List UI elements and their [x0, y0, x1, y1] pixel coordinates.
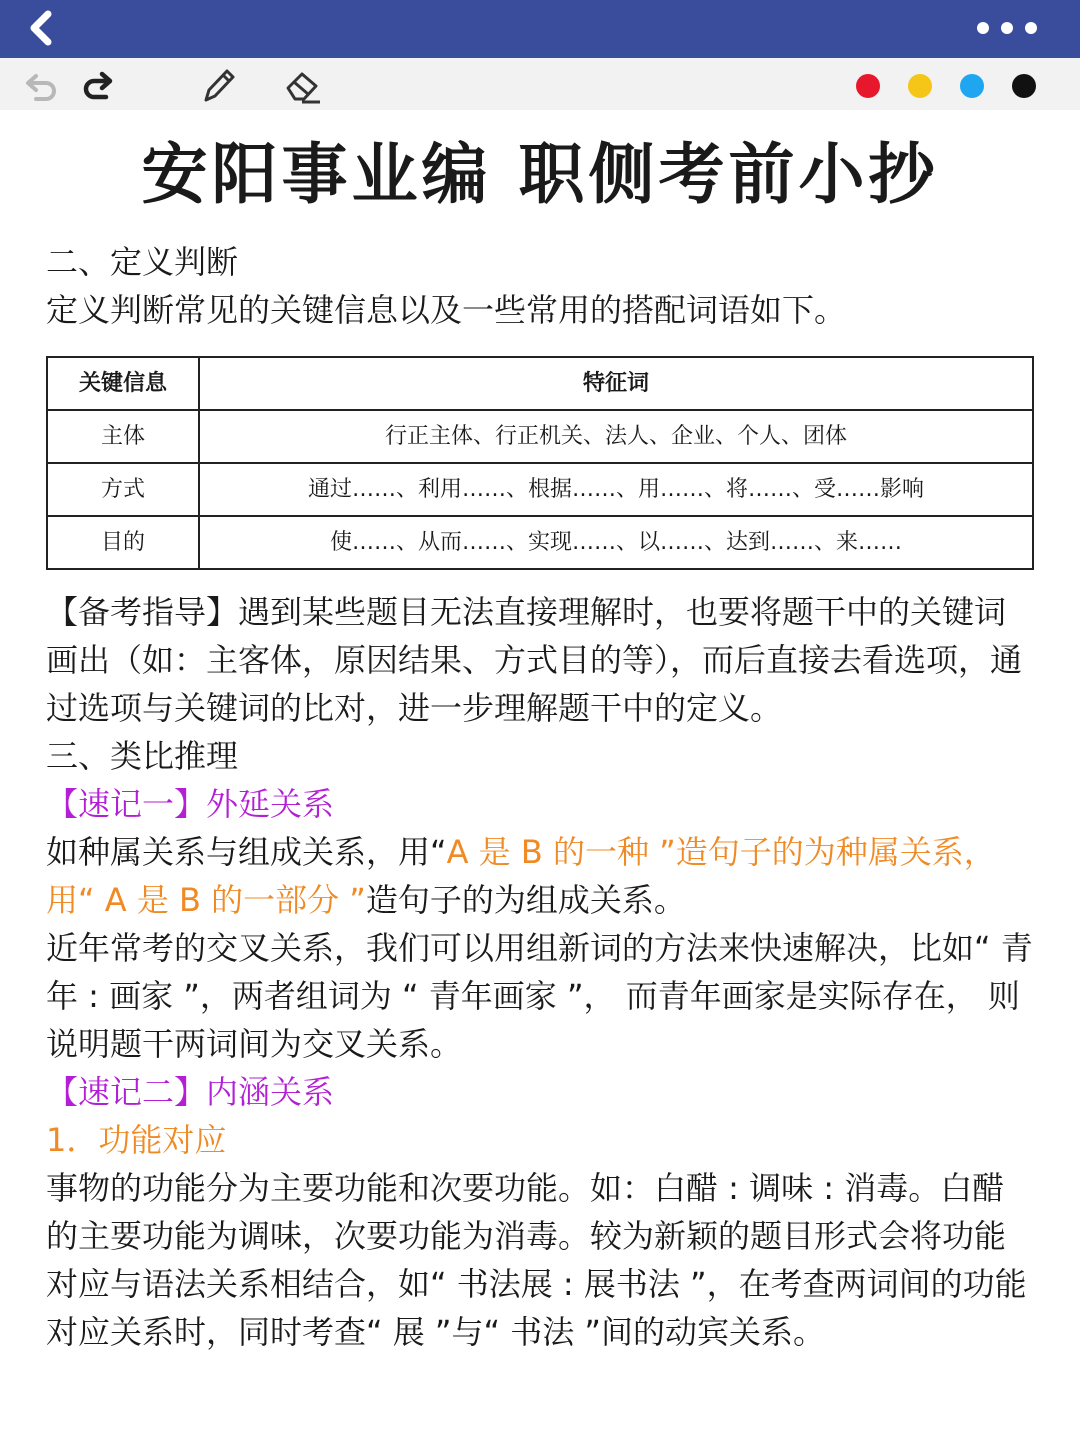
memo-title: 【速记二】内涵关系: [46, 1073, 335, 1111]
table-cell: 通过……、利用……、根据……、用……、将……、受……影响: [199, 463, 1033, 516]
paragraph: 定义判断常见的关键信息以及一些常用的搭配词语如下。: [46, 291, 847, 329]
subsection-title: 1．功能对应: [46, 1121, 227, 1159]
table-cell: 主体: [47, 410, 199, 463]
table-cell: 方式: [47, 463, 199, 516]
eraser-icon[interactable]: [282, 66, 322, 104]
table-header-row: [47, 357, 1033, 410]
guide-paragraph: 【备考指导】遇到某些题目无法直接理解时，也要将题干中的关键词画出（如：主客体，原因结果、方式目的等），而后直接去看选项，通过选项与关键词的比对，进一步理解题干中的定义。: [46, 593, 1023, 727]
redo-icon[interactable]: [78, 66, 118, 104]
paragraph: 近年常考的交叉关系，我们可以用组新词的方法来快速解决，比如“ 青年 : 画家 ”，两者组词为 “ 青年画家 ”， 而青年画家是实际存在， 则说明题干两词间为交叉关系。: [46, 929, 1033, 1063]
paragraph: 事物的功能分为主要功能和次要功能。如：白醋 : 调味 : 消毒。白醋的主要功能为调味，次要功能为消毒。较为新颖的题目形式会将功能对应与语法关系相结合，如“ 书法展 : 展书法 ”，在考查两词间的功能对应关系时，同时考查“ 展 ”与“ 书法 ”间的动宾关系。: [46, 1169, 1027, 1351]
page-title: 安阳事业编 职侧考前小抄: [141, 136, 939, 213]
keyword-table: [46, 356, 1034, 570]
memo-title: 【速记一】外延关系: [46, 785, 335, 823]
document-body: [46, 238, 1036, 1356]
table-header-cell: 关键信息: [47, 357, 199, 410]
paragraph: [46, 828, 1036, 924]
table-row: [47, 463, 1033, 516]
color-swatch-blue[interactable]: [960, 74, 984, 98]
table-row: [47, 410, 1033, 463]
table-cell: 行正主体、行正机关、法人、企业、个人、团体: [199, 410, 1033, 463]
section-heading: 二、定义判断: [46, 243, 239, 281]
highlight-text: A 是 B 的一种 ”造句子的为种属关系，用“ A 是 B 的一部分 ”: [46, 833, 996, 919]
undo-icon[interactable]: [22, 66, 62, 104]
text-run: 如种属关系与组成关系，用“: [46, 833, 447, 871]
section-heading: 三、类比推理: [46, 737, 239, 775]
table-cell: 目的: [47, 516, 199, 569]
color-swatch-yellow[interactable]: [908, 74, 932, 98]
color-swatch-red[interactable]: [856, 74, 880, 98]
table-row: [47, 516, 1033, 569]
more-dots-icon[interactable]: [974, 16, 1040, 40]
table-header-cell: 特征词: [199, 357, 1033, 410]
chevron-left-icon[interactable]: [20, 8, 64, 48]
table-cell: 使……、从而……、实现……、以……、达到……、来……: [199, 516, 1033, 569]
text-run: 造句子的为组成关系。: [365, 881, 686, 919]
top-nav-bar: [0, 0, 1080, 58]
pen-icon[interactable]: [198, 66, 238, 104]
color-swatch-black[interactable]: [1012, 74, 1036, 98]
